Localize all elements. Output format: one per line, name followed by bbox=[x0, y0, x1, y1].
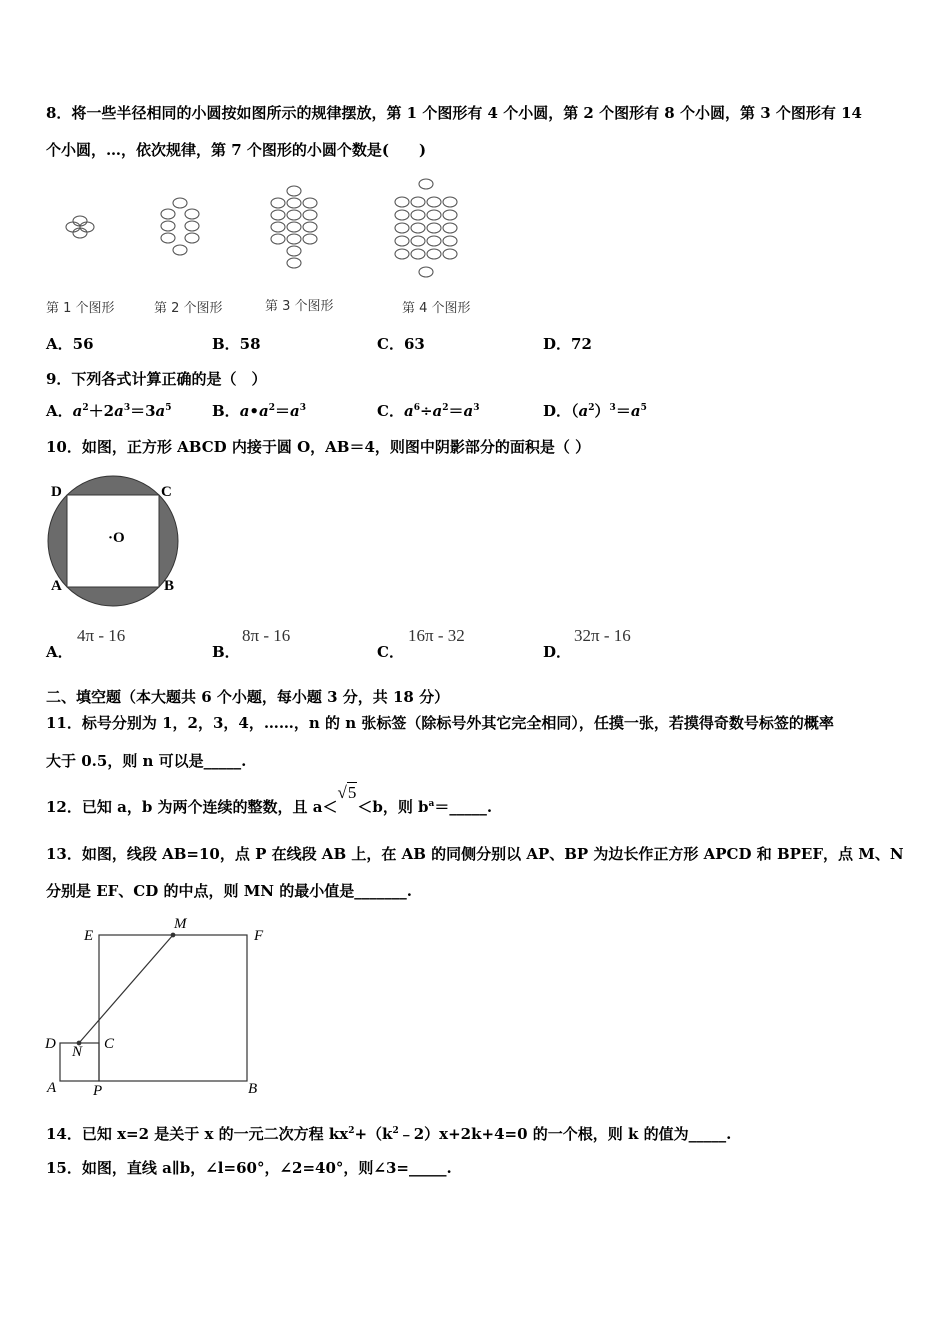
q10-label-c: C bbox=[161, 484, 172, 500]
q10-label-a: A bbox=[51, 578, 62, 594]
q13-label-e: E bbox=[84, 928, 94, 944]
q10-option-c-expr[interactable]: 16π - 32 bbox=[408, 626, 465, 645]
q9-stem: 9．下列各式计算正确的是（ ） bbox=[46, 370, 267, 388]
q8-option-c[interactable]: C．63 bbox=[377, 335, 425, 353]
q15-stem: 15．如图，直线 a∥b，∠l=60°，∠2=40°，则∠3=_____. bbox=[46, 1159, 452, 1177]
q8-circle-pattern-figures bbox=[40, 178, 520, 288]
q13-label-f: F bbox=[254, 928, 264, 944]
q8-stem-line1: 8．将一些半径相同的小圆按如图所示的规律摆放，第 1 个图形有 4 个小圆，第 2 个图形有 8 个小圆，第 3 个图形有 14 bbox=[46, 104, 862, 122]
q10-label-d: D bbox=[51, 484, 62, 500]
q13-squares-figure bbox=[55, 930, 255, 1080]
q10-option-a-letter[interactable]: A． bbox=[46, 643, 73, 661]
q12-stem: 12．已知 a，b 为两个连续的整数，且 a＜√5＜b，则 $b^a=\_\_\_\_\_$. bbox=[46, 783, 493, 816]
q10-label-o: ·O bbox=[108, 530, 125, 546]
q13-label-c: C bbox=[104, 1036, 115, 1052]
q8-option-b[interactable]: B．58 bbox=[212, 335, 261, 353]
q13-label-n: N bbox=[72, 1044, 83, 1060]
figure-1-label: 第 1 个图形 bbox=[46, 301, 115, 316]
q10-option-c-letter[interactable]: C． bbox=[377, 643, 404, 661]
q10-option-d-letter[interactable]: D． bbox=[543, 643, 572, 661]
q8-option-d[interactable]: D．72 bbox=[543, 335, 592, 353]
q9-option-c[interactable]: C．$a^6\div a^2=a^3$ bbox=[377, 402, 480, 420]
section-2-title: 二、填空题（本大题共 6 个小题，每小题 3 分，共 18 分） bbox=[46, 688, 450, 706]
sqrt-expression: √5 bbox=[337, 783, 357, 802]
q10-option-b-letter[interactable]: B． bbox=[212, 643, 240, 661]
q8-option-a[interactable]: A．56 bbox=[46, 335, 94, 353]
q10-option-a-expr[interactable]: 4π - 16 bbox=[77, 626, 126, 645]
figure-3-label: 第 3 个图形 bbox=[265, 299, 334, 314]
q11-stem-line2: 大于 0.5，则 n 可以是_____. bbox=[46, 752, 247, 770]
figure-4-circles bbox=[395, 179, 457, 277]
figure-4-label: 第 4 个图形 bbox=[402, 301, 471, 316]
q10-stem: 10．如图，正方形 ABCD 内接于圆 O，AB＝4，则图中阴影部分的面积是（ ） bbox=[46, 438, 591, 456]
q13-label-m: M bbox=[174, 916, 187, 932]
q10-option-b-expr[interactable]: 8π - 16 bbox=[242, 626, 291, 645]
q13-label-b: B bbox=[248, 1081, 258, 1097]
q10-label-b: B bbox=[164, 578, 175, 594]
figure-1-circles bbox=[66, 216, 94, 238]
q10-option-d-expr[interactable]: 32π - 16 bbox=[574, 626, 631, 645]
q13-label-d: D bbox=[45, 1036, 56, 1052]
q11-stem-line1: 11．标号分别为 1，2，3，4，……，n 的 n 张标签（除标号外其它完全相同），任摸一张，若摸得奇数号标签的概率 bbox=[46, 714, 834, 732]
q13-stem-line2: 分别是 EF、CD 的中点，则 MN 的最小值是_______. bbox=[46, 882, 412, 900]
figure-2-label: 第 2 个图形 bbox=[154, 301, 223, 316]
q9-option-a[interactable]: A．$a^2+2a^3=3a^5$ bbox=[46, 402, 172, 420]
q13-stem-line1: 13．如图，线段 AB=10，点 P 在线段 AB 上，在 AB 的同侧分别以 AP、BP 为边长作正方形 APCD 和 BPEF，点 M、N bbox=[46, 845, 904, 863]
q9-option-d[interactable]: D．$(a^2)^3=a^5$ bbox=[543, 402, 647, 420]
q13-label-a: A bbox=[47, 1080, 57, 1096]
figure-3-circles bbox=[271, 186, 317, 268]
figure-2-circles bbox=[161, 198, 199, 255]
q13-label-p: P bbox=[93, 1083, 103, 1099]
q8-stem-line2: 个小圆，…，依次规律，第 7 个图形的小圆个数是( ) bbox=[46, 141, 427, 159]
q14-stem: 14．已知 x=2 是关于 x 的一元二次方程 $kx^2+(k^2﹣2)x+2k+4=0$ 的一个根，则 k 的值为_____. bbox=[46, 1125, 732, 1143]
q9-option-b[interactable]: B．$a•a^2=a^3$ bbox=[212, 402, 307, 420]
